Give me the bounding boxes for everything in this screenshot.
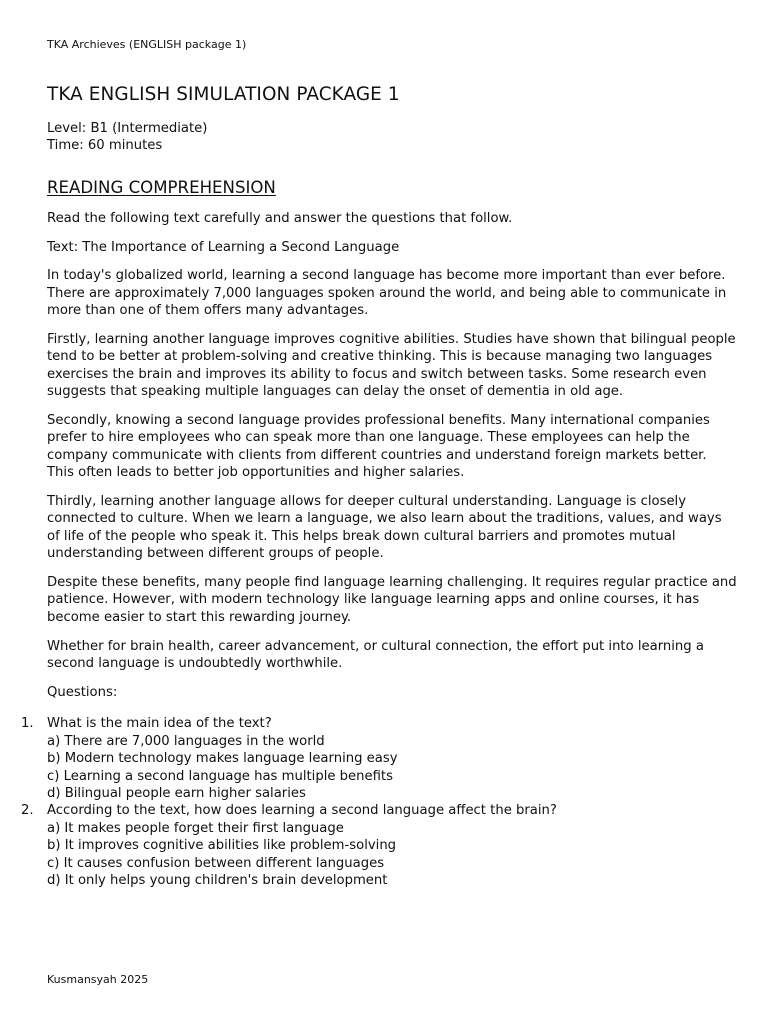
level-text: Level: B1 (Intermediate): [47, 121, 208, 136]
document-title: TKA ENGLISH SIMULATION PACKAGE 1: [47, 84, 400, 105]
section-heading: READING COMPREHENSION: [47, 177, 276, 197]
answer-option: a) There are 7,000 languages in the world: [47, 733, 325, 749]
instruction-text: Read the following text carefully and answer the questions that follow.: [47, 210, 513, 226]
paragraph: Whether for brain health, career advancement, or cultural connection, the effort put into learning a second language is undoubtedly worthwhile.: [47, 638, 704, 672]
question-item: [21, 802, 737, 889]
question-text: What is the main idea of the text?: [47, 716, 272, 732]
answer-option: a) It makes people forget their first language: [47, 820, 344, 836]
exam-meta: [47, 120, 737, 155]
document-body: [21, 84, 737, 889]
question-number: 1.: [21, 716, 34, 732]
text-title: Text: The Importance of Learning a Second Language: [47, 239, 400, 255]
option-list: [47, 820, 737, 890]
page-footer: Kusmansyah 2025: [47, 973, 149, 986]
questions-label: Questions:: [47, 684, 118, 700]
answer-option: b) It improves cognitive abilities like problem-solving: [47, 838, 397, 854]
paragraph: Firstly, learning another language improves cognitive abilities. Studies have shown that bilingual people tend to be better at problem-solving and creative thinking. This is because managing two languages exercises the brain and improves its ability to focus and switch between tasks. Some research even suggests that speaking multiple languages can delay the onset of dementia in old age.: [47, 332, 736, 400]
question-text: According to the text, how does learning a second language affect the brain?: [47, 803, 557, 819]
paragraph: Secondly, knowing a second language provides professional benefits. Many international companies prefer to hire employees who can speak more than one language. These employees can help the company communicate with clients from different countries and understand foreign markets better. This often leads to better job opportunities and higher salaries.: [47, 413, 710, 481]
answer-option: b) Modern technology makes language learning easy: [47, 751, 398, 767]
answer-option: c) Learning a second language has multiple benefits: [47, 768, 393, 784]
option-list: [47, 733, 737, 803]
time-text: Time: 60 minutes: [47, 138, 163, 154]
paragraph: Thirdly, learning another language allows for deeper cultural understanding. Language is closely connected to culture. When we learn a language, we also learn about the traditions, values, and ways of life of the people who speak it. This helps break down cultural barriers and promotes mutual understanding between different groups of people.: [47, 494, 722, 562]
question-item: [21, 715, 737, 802]
answer-option: c) It causes confusion between different languages: [47, 855, 385, 871]
paragraph: In today's globalized world, learning a second language has become more important than ever before. There are approximately 7,000 languages spoken around the world, and being able to communicate in more than one of them offers many advantages.: [47, 268, 727, 319]
question-number: 2.: [21, 803, 34, 819]
page-header: TKA Archieves (ENGLISH package 1): [47, 38, 247, 51]
answer-option: d) It only helps young children's brain development: [47, 872, 388, 888]
question-list: [21, 715, 737, 889]
answer-option: d) Bilingual people earn higher salaries: [47, 785, 306, 801]
paragraph: Despite these benefits, many people find language learning challenging. It requires regular practice and patience. However, with modern technology like language learning apps and online courses, it has become easier to start this rewarding journey.: [47, 575, 737, 625]
